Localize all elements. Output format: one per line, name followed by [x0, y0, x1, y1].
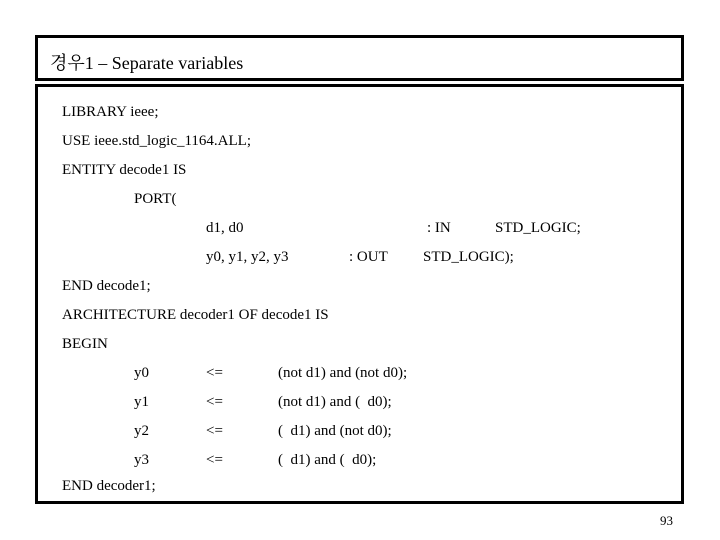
assignment-expression: ( d1) and (not d0); — [278, 423, 392, 439]
code-entity-line: ENTITY decode1 IS — [62, 162, 187, 178]
assignment-target: y3 — [134, 452, 149, 468]
code-architecture-line: ARCHITECTURE decoder1 OF decode1 IS — [62, 307, 329, 323]
assignment-target: y1 — [134, 394, 149, 410]
assignment-operator: <= — [206, 365, 223, 381]
code-begin: BEGIN — [62, 336, 108, 352]
page-number: 93 — [660, 513, 673, 528]
code-port-in-type: STD_LOGIC; — [495, 220, 581, 236]
code-box — [35, 84, 684, 504]
assignment-expression: ( d1) and ( d0); — [278, 452, 377, 468]
slide-title: 경우1 – Separate variables — [50, 53, 244, 73]
code-end-entity: END decode1; — [62, 278, 151, 294]
code-port-out-type: STD_LOGIC); — [423, 249, 514, 265]
assignment-operator: <= — [206, 452, 223, 468]
assignment-operator: <= — [206, 423, 223, 439]
code-port-open: PORT( — [134, 191, 177, 207]
code-port-in-mode: : IN — [427, 220, 451, 236]
code-use-line: USE ieee.std_logic_1164.ALL; — [62, 133, 251, 149]
assignment-operator: <= — [206, 394, 223, 410]
code-library-line: LIBRARY ieee; — [62, 104, 159, 120]
assignment-target: y0 — [134, 365, 149, 381]
code-port-out-names: y0, y1, y2, y3 — [206, 249, 289, 265]
assignment-expression: (not d1) and ( d0); — [278, 394, 392, 410]
assignment-expression: (not d1) and (not d0); — [278, 365, 408, 381]
assignment-target: y2 — [134, 423, 149, 439]
code-end-architecture: END decoder1; — [62, 478, 156, 494]
code-port-in-names: d1, d0 — [206, 220, 244, 236]
code-port-out-mode: : OUT — [349, 249, 388, 265]
slide-title-box — [35, 35, 684, 81]
